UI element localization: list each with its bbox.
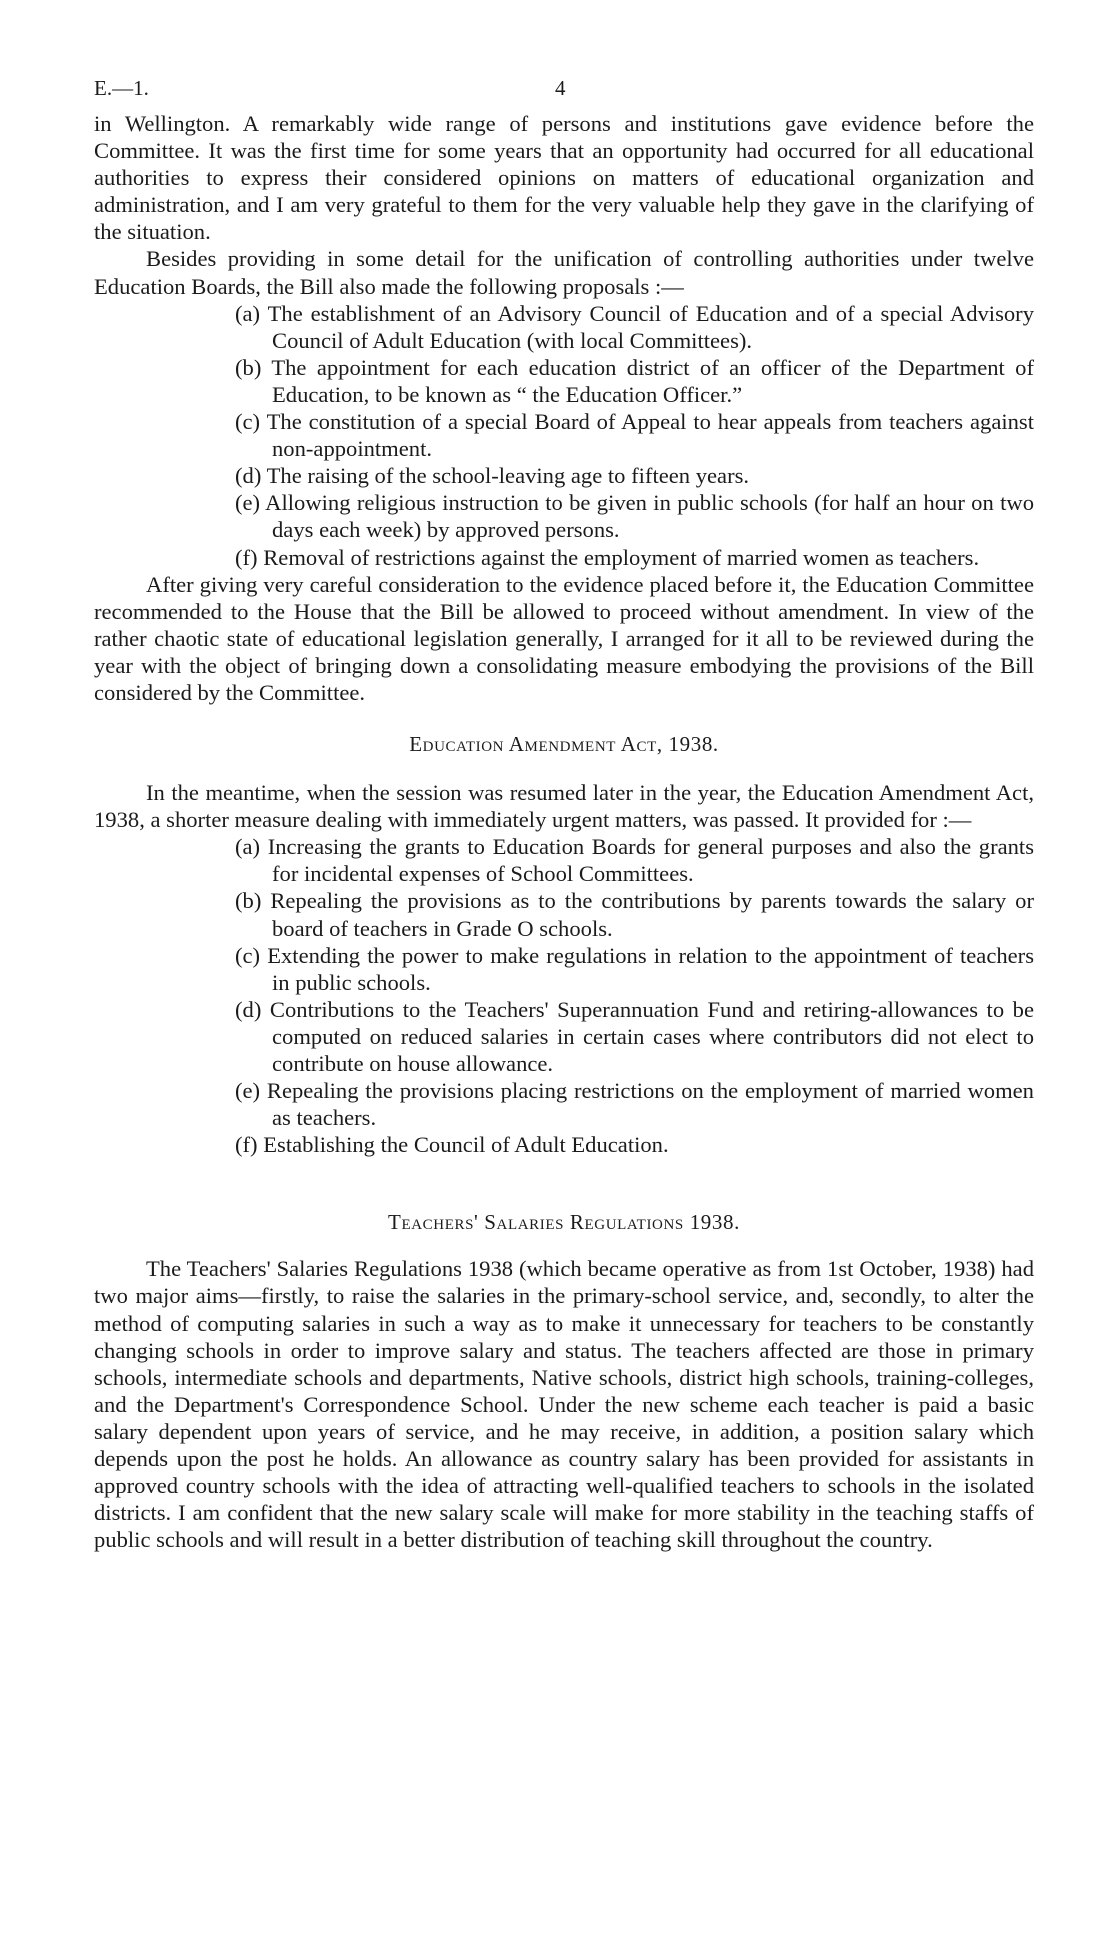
item-text: The constitution of a special Board of Appeal to hear appeals from teachers against non-appointment. xyxy=(266,409,1034,462)
page-header xyxy=(94,70,1034,110)
document-page xyxy=(94,70,1034,1553)
item-label: (e) xyxy=(235,1078,261,1104)
item-text: Removal of restrictions against the employment of married women as teachers. xyxy=(263,544,980,570)
list-item xyxy=(94,489,1034,543)
section-heading-salaries-regulations: Teachers' Salaries Regulations 1938. xyxy=(388,1210,740,1235)
item-text: The establishment of an Advisory Council of Education and of a special Advisory Council of Adult Education (with local Committees). xyxy=(267,300,1034,353)
act-provisions-list xyxy=(94,833,1034,1158)
item-text: The raising of the school-leaving age to fifteen years. xyxy=(266,463,750,489)
paragraph-bill-proposals-intro: Besides providing in some detail for the unification of controlling authorities under twelve Education Boards, the Bill also made the following proposals :— xyxy=(94,246,1034,299)
list-item xyxy=(94,996,1034,1077)
item-label: (a) xyxy=(235,300,261,326)
section-heading-education-amendment-act: Education Amendment Act, 1938. xyxy=(409,732,719,757)
item-text: Increasing the grants to Education Boards for general purposes and also the grants for incidental expenses of School Committees. xyxy=(267,834,1034,887)
item-label: (d) xyxy=(235,463,262,489)
list-item xyxy=(94,1077,1034,1131)
list-item xyxy=(94,354,1034,408)
list-item xyxy=(94,544,1034,571)
list-item xyxy=(94,462,1034,489)
item-text: Repealing the provisions placing restrictions on the employment of married women as teachers. xyxy=(266,1078,1034,1131)
page-number: 4 xyxy=(555,76,566,100)
list-item xyxy=(94,1131,1034,1158)
item-text: Establishing the Council of Adult Education. xyxy=(263,1132,669,1158)
item-text: The appointment for each education district of an officer of the Department of Education, to be known as “ the Education Officer.” xyxy=(271,354,1034,407)
report-code: E.—1. xyxy=(94,76,149,100)
item-text: Contributions to the Teachers' Superannuation Fund and retiring-allowances to be computed on reduced salaries in certain cases where contributors did not elect to contribute on house allowance. xyxy=(269,996,1034,1076)
item-label: (f) xyxy=(235,544,258,570)
item-label: (e) xyxy=(235,490,261,516)
list-item xyxy=(94,300,1034,354)
paragraph-salaries-regulations: The Teachers' Salaries Regulations 1938 (which became operative as from 1st October, 1938) had two major aims—firstly, to raise the salaries in the primary-school service, and, secondly, to alter the method of computing salaries in such a way as to make it unnecessary for teachers to be constantly changing schools in order to improve salary and status. The teachers affected are those in primary schools, intermediate schools and departments, Native schools, district high schools, training-colleges, and the Department's Correspondence School. Under the new scheme each teacher is paid a basic salary dependent upon years of service, and he may receive, in addition, a position salary which depends upon the post he holds. An allowance as country salary has been provided for assistants in approved country schools with the idea of attracting well-qualified teachers to schools in the isolated districts. I am confident that the new salary scale will make for more stability in the teaching staffs of public schools and will result in a better distribution of teaching skill throughout the country. xyxy=(94,1256,1034,1553)
item-label: (c) xyxy=(235,942,261,968)
list-item xyxy=(94,408,1034,462)
list-item xyxy=(94,942,1034,996)
list-item xyxy=(94,833,1034,887)
item-text: Allowing religious instruction to be given in public schools (for half an hour on two days each week) by approved persons. xyxy=(265,490,1034,543)
item-label: (d) xyxy=(235,996,262,1022)
paragraph-committee-evidence: in Wellington. A remarkably wide range of persons and institutions gave evidence before the Committee. It was the first time for some years that an opportunity had occurred for all educational authorities to express their considered opinions on matters of educational organization and administration, and I am very grateful to them for the very valuable help they gave in the clarifying of the situation. xyxy=(94,111,1034,245)
item-label: (c) xyxy=(235,409,261,435)
proposals-list xyxy=(94,300,1034,571)
item-label: (b) xyxy=(235,354,262,380)
item-label: (b) xyxy=(235,888,262,914)
item-label: (a) xyxy=(235,834,261,860)
paragraph-committee-recommendation: After giving very careful consideration to the evidence placed before it, the Education Committee recommended to the House that the Bill be allowed to proceed without amendment. In view of the rather chaotic state of educational legislation generally, I arranged for it all to be reviewed during the year with the object of bringing down a consolidating measure embodying the provisions of the Bill considered by the Committee. xyxy=(94,571,1034,705)
item-label: (f) xyxy=(235,1132,258,1158)
paragraph-act-intro: In the meantime, when the session was resumed later in the year, the Education Amendment Act, 1938, a shorter measure dealing with immediately urgent matters, was passed. It provided for :— xyxy=(94,780,1034,833)
item-text: Repealing the provisions as to the contributions by parents towards the salary or board of teachers in Grade O schools. xyxy=(270,888,1034,941)
item-text: Extending the power to make regulations in relation to the appointment of teachers in public schools. xyxy=(267,942,1034,995)
list-item xyxy=(94,887,1034,941)
